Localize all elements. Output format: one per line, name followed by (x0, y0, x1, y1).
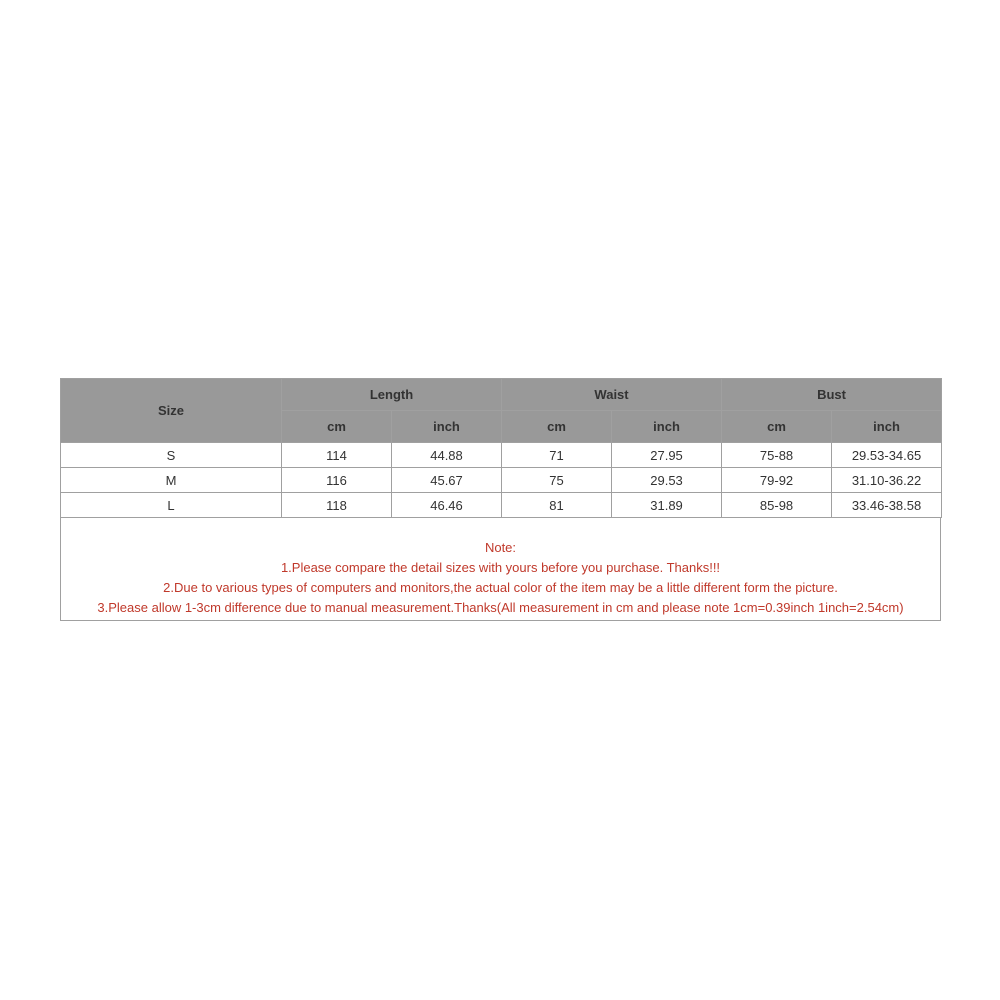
cell-size: M (61, 468, 282, 493)
cell-waist-cm: 81 (502, 493, 612, 518)
cell-waist-inch: 29.53 (612, 468, 722, 493)
cell-length-inch: 44.88 (392, 443, 502, 468)
unit-header-bust-inch: inch (832, 411, 942, 443)
note-line-3: 3.Please allow 1-3cm difference due to manual measurement.Thanks(All measurement in cm and please note 1cm=0.39inch 1inch=2.54cm) (97, 600, 904, 615)
notes-box (60, 518, 941, 621)
size-chart (60, 378, 941, 621)
table-row (61, 468, 942, 493)
unit-header-waist-cm: cm (502, 411, 612, 443)
cell-length-cm: 118 (282, 493, 392, 518)
cell-length-cm: 114 (282, 443, 392, 468)
cell-size: S (61, 443, 282, 468)
cell-waist-cm: 71 (502, 443, 612, 468)
table-row (61, 443, 942, 468)
header-row-groups (61, 379, 942, 411)
cell-length-cm: 116 (282, 468, 392, 493)
note-line-1: 1.Please compare the detail sizes with yours before you purchase. Thanks!!! (280, 560, 721, 575)
cell-bust-cm: 79-92 (722, 468, 832, 493)
cell-bust-cm: 75-88 (722, 443, 832, 468)
unit-header-length-cm: cm (282, 411, 392, 443)
cell-bust-inch: 31.10-36.22 (832, 468, 942, 493)
cell-bust-cm: 85-98 (722, 493, 832, 518)
cell-bust-inch: 33.46-38.58 (832, 493, 942, 518)
bust-group-header: Bust (722, 379, 942, 411)
note-line-2: 2.Due to various types of computers and monitors,the actual color of the item may be a little different form the picture. (163, 580, 838, 595)
cell-waist-inch: 27.95 (612, 443, 722, 468)
table-row (61, 493, 942, 518)
cell-length-inch: 46.46 (392, 493, 502, 518)
cell-size: L (61, 493, 282, 518)
note-title: Note: (484, 540, 517, 555)
cell-waist-inch: 31.89 (612, 493, 722, 518)
cell-length-inch: 45.67 (392, 468, 502, 493)
unit-header-bust-cm: cm (722, 411, 832, 443)
cell-bust-inch: 29.53-34.65 (832, 443, 942, 468)
length-group-header: Length (282, 379, 502, 411)
unit-header-waist-inch: inch (612, 411, 722, 443)
waist-group-header: Waist (502, 379, 722, 411)
size-column-header: Size (61, 379, 282, 443)
unit-header-length-inch: inch (392, 411, 502, 443)
cell-waist-cm: 75 (502, 468, 612, 493)
size-table (60, 378, 942, 518)
